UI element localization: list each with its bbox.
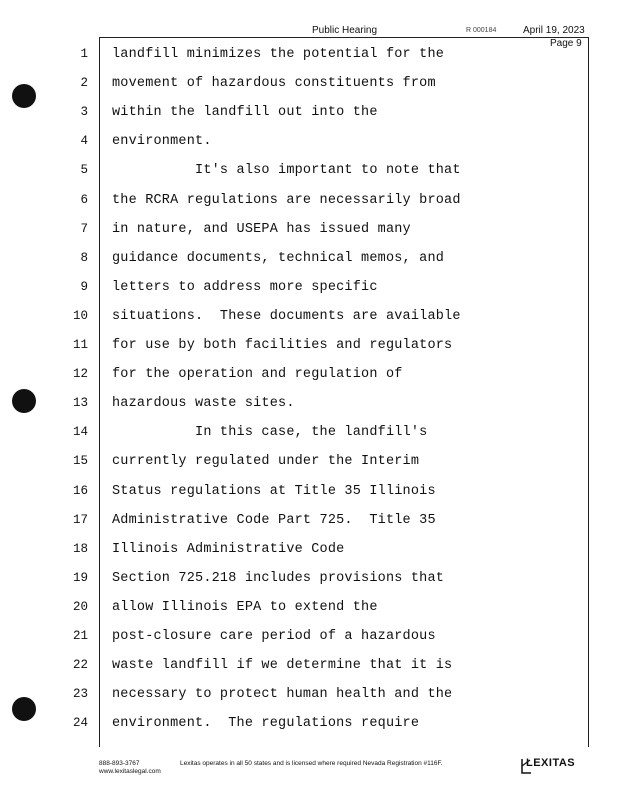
line-text: within the landfill out into the [112, 105, 378, 121]
line-number: 24 [72, 716, 88, 731]
line-text: necessary to protect human health and the [112, 687, 453, 703]
line-text: the RCRA regulations are necessarily broad [112, 192, 461, 208]
line-text: for use by both facilities and regulators [112, 338, 453, 353]
line-text: guidance documents, technical memos, and [112, 250, 445, 266]
line-number: 13 [72, 396, 88, 411]
line-number: 1 [80, 47, 88, 61]
line-text: waste landfill if we determine that it is [112, 658, 453, 674]
line-text: Status regulations at Title 35 Illinois [112, 483, 436, 499]
line-text: allow Illinois EPA to extend the [112, 599, 378, 615]
line-number: 11 [72, 338, 88, 352]
line-number: 5 [80, 163, 88, 178]
line-number: 8 [80, 250, 88, 265]
line-text: letters to address more specific [112, 279, 378, 295]
line-number: 18 [72, 541, 88, 556]
line-number: 3 [80, 105, 88, 120]
line-number: 21 [72, 629, 88, 643]
punch-hole-icon [12, 84, 36, 108]
line-number: 22 [72, 658, 88, 673]
punch-hole-icon [12, 389, 36, 413]
line-text: environment. The regulations require [112, 716, 420, 732]
line-number: 12 [72, 367, 88, 382]
line-number: 23 [72, 687, 88, 702]
line-text: for the operation and regulation of [112, 367, 403, 383]
line-text: In this case, the landfill's [112, 425, 428, 441]
line-number: 7 [80, 221, 88, 236]
line-text: landfill minimizes the potential for the [112, 47, 445, 62]
footer-phone: 888-893-3767 [99, 760, 140, 767]
line-text: in nature, and USEPA has issued many [112, 221, 411, 237]
bates-number: R 000184 [466, 27, 497, 34]
line-number: 9 [80, 279, 88, 294]
left-margin-rule [99, 37, 100, 747]
header-title: Public Hearing [312, 25, 378, 36]
footer-website[interactable]: www.lexitaslegal.com [99, 768, 161, 775]
line-number: 14 [72, 425, 88, 440]
footer-notice: Lexitas operates in all 50 states and is licensed where required Nevada Registration #116F. [180, 760, 443, 767]
line-text: movement of hazardous constituents from [112, 76, 436, 92]
line-text: environment. [112, 134, 212, 150]
top-rule [100, 37, 588, 38]
line-text: currently regulated under the Interim [112, 454, 420, 470]
line-number: 16 [72, 483, 88, 498]
punch-hole-icon [12, 697, 36, 721]
line-number: 19 [72, 570, 88, 585]
line-text: post-closure care period of a hazardous [112, 629, 436, 644]
line-text: It's also important to note that [112, 163, 461, 179]
hearing-date: April 19, 2023 [523, 25, 585, 36]
page-number: Page 9 [550, 38, 582, 49]
line-number: 17 [72, 512, 88, 527]
line-text: Administrative Code Part 725. Title 35 [112, 512, 436, 528]
line-number: 2 [80, 76, 88, 91]
line-number: 15 [72, 454, 88, 469]
line-text: hazardous waste sites. [112, 396, 295, 412]
line-text: situations. These documents are available [112, 308, 461, 324]
line-number: 10 [72, 308, 88, 323]
lexitas-logo: LEXITAS [526, 757, 576, 769]
line-number: 20 [72, 599, 88, 614]
footer-contact [99, 760, 161, 776]
line-text: Section 725.218 includes provisions that [112, 570, 445, 586]
line-number: 4 [80, 134, 88, 149]
line-number: 6 [80, 192, 88, 207]
right-margin-rule [588, 37, 589, 747]
line-text: Illinois Administrative Code [112, 541, 345, 557]
